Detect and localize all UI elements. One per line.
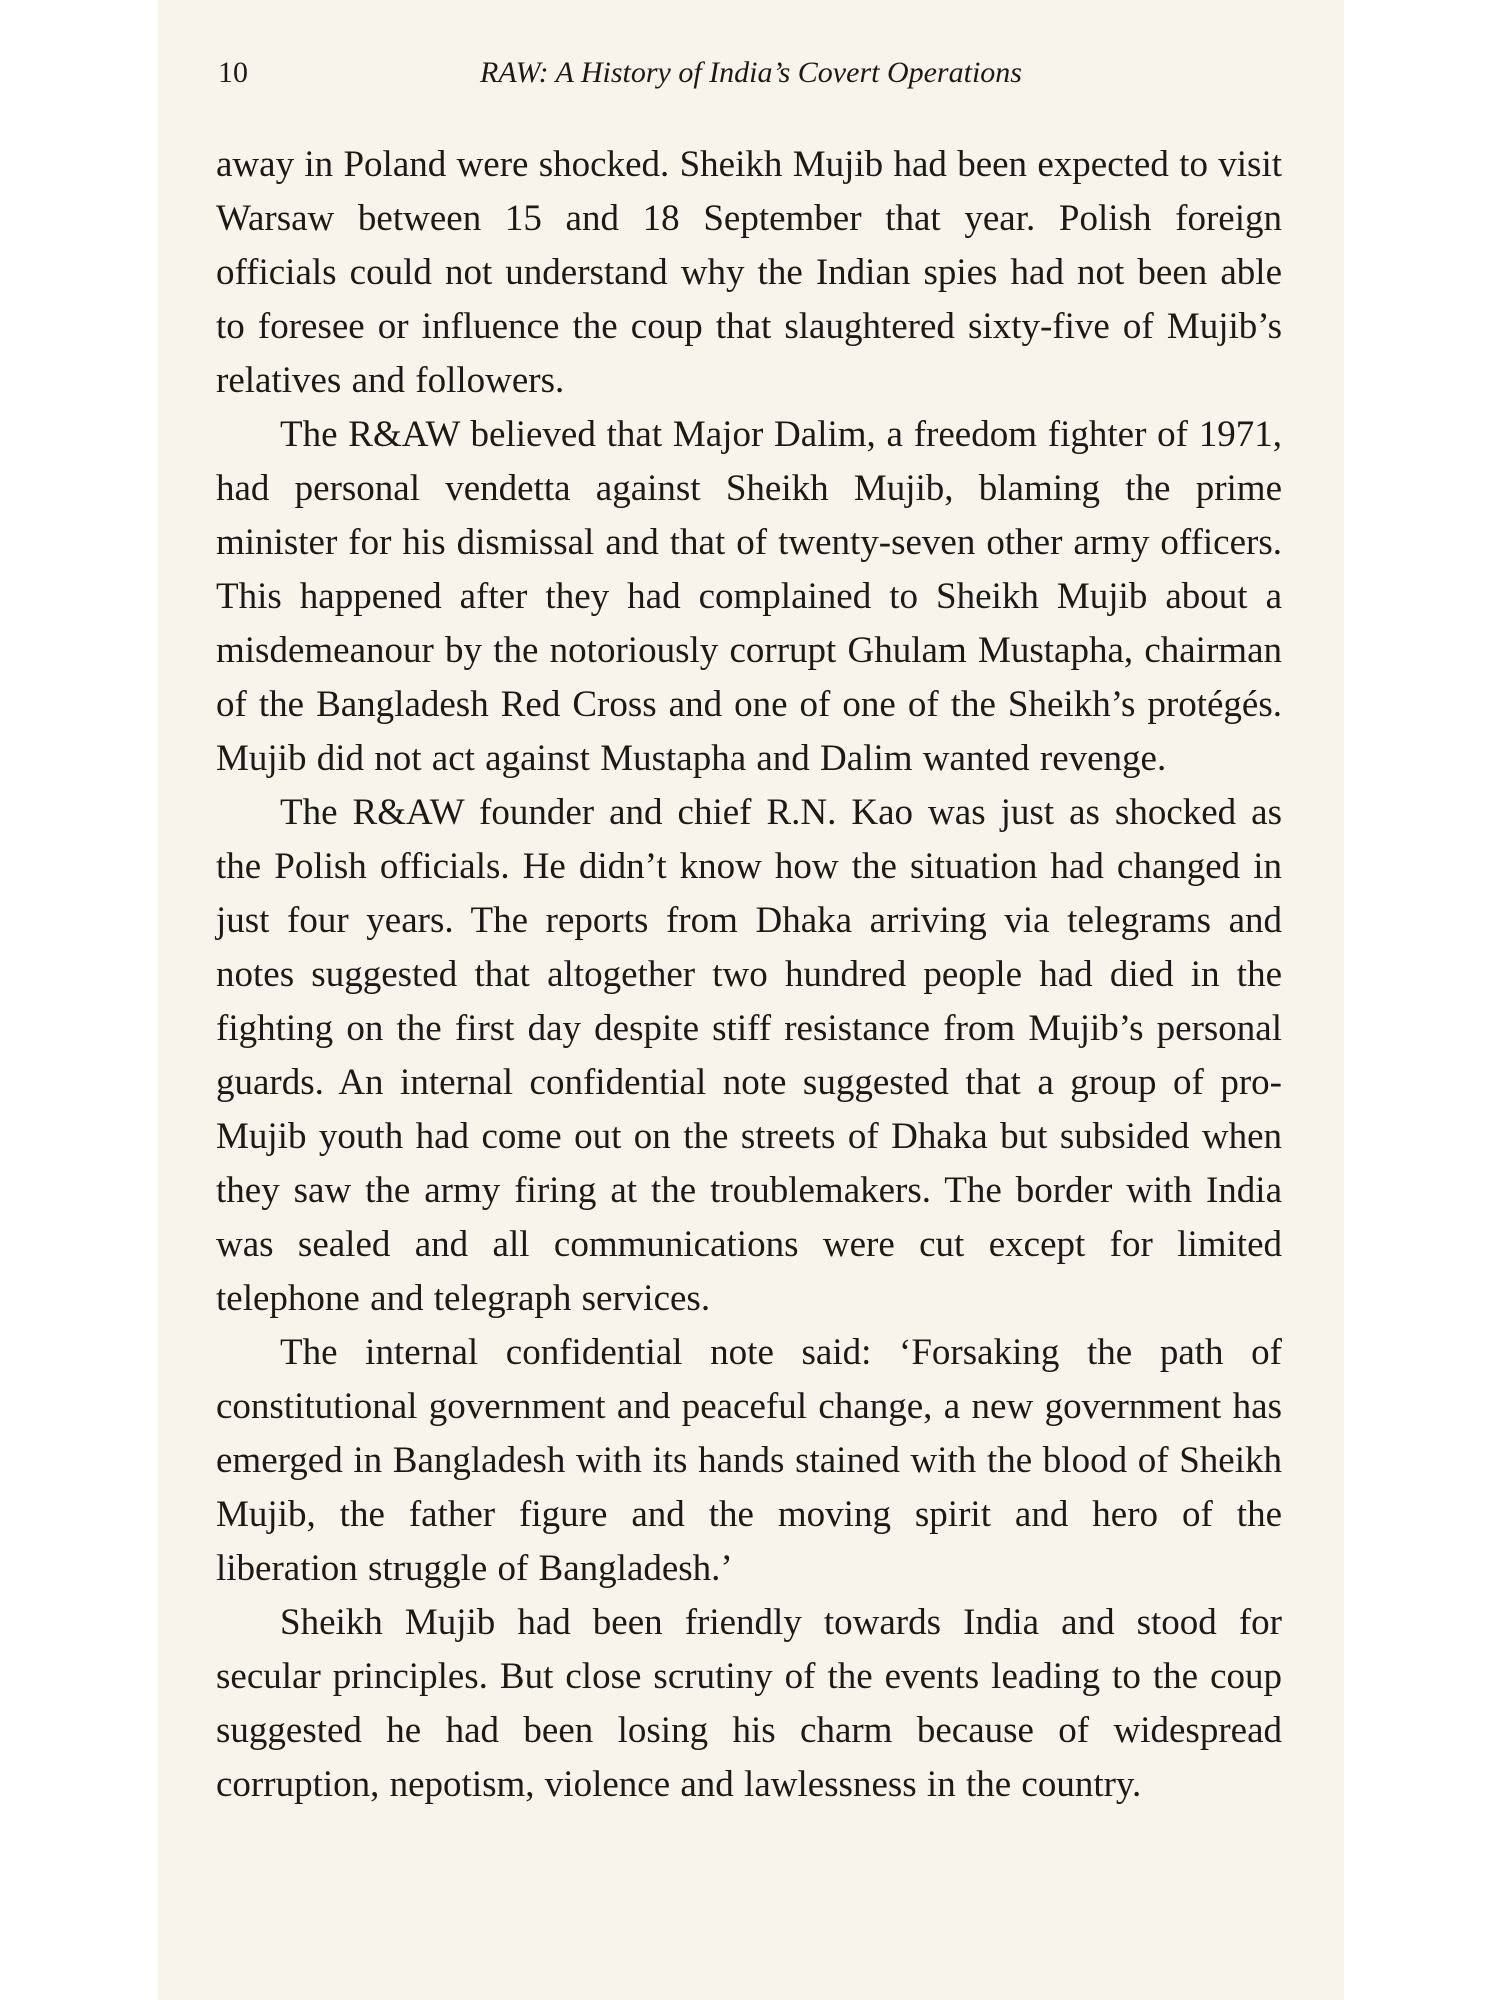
paragraph-continued: away in Poland were shocked. Sheikh Mujib had been expected to visit Warsaw between 15 and 18 September that year. Polish foreign officials could not understand why the Indian spies had not been able to foresee or influence the coup that slaughtered sixty-five of Mujib’s relatives and followers.	[216, 144, 1282, 401]
paragraph-major-dalim: The R&AW believed that Major Dalim, a freedom fighter of 1971, had personal vendetta against Sheikh Mujib, blaming the prime minister for his dismissal and that of twenty-seven other army officers. This happened after they had complained to Sheikh Mujib about a misdemeanour by the notoriously corrupt Ghulam Mustapha, chairman of the Bangladesh Red Cross and one of one of the Sheikh’s protégés. Mujib did not act against Mustapha and Dalim wanted revenge.	[216, 414, 1282, 779]
body-text	[216, 138, 1282, 1812]
page-number: 10	[218, 56, 248, 89]
page-header	[218, 56, 1284, 96]
paragraph-secular-principles: Sheikh Mujib had been friendly towards India and stood for secular principles. But close scrutiny of the events leading to the coup suggested he had been losing his charm because of widespread corruption, nepotism, violence and lawlessness in the country.	[216, 1602, 1282, 1805]
running-title: RAW: A History of India’s Covert Operations	[480, 56, 1022, 89]
paragraph-rn-kao: The R&AW founder and chief R.N. Kao was just as shocked as the Polish officials. He didn’t know how the situation had changed in just four years. The reports from Dhaka arriving via telegrams and notes suggested that altogether two hundred people had died in the fighting on the first day despite stiff resistance from Mujib’s personal guards. An internal confidential note suggested that a group of pro-Mujib youth had come out on the streets of Dhaka but subsided when they saw the army firing at the troublemakers. The border with India was sealed and all communications were cut except for limited telephone and telegraph services.	[216, 792, 1282, 1319]
book-page	[158, 0, 1344, 2000]
paragraph-confidential-note: The internal confidential note said: ‘Forsaking the path of constitutional government and peaceful change, a new government has emerged in Bangladesh with its hands stained with the blood of Sheikh Mujib, the father figure and the moving spirit and hero of the liberation struggle of Bangladesh.’	[216, 1332, 1282, 1589]
